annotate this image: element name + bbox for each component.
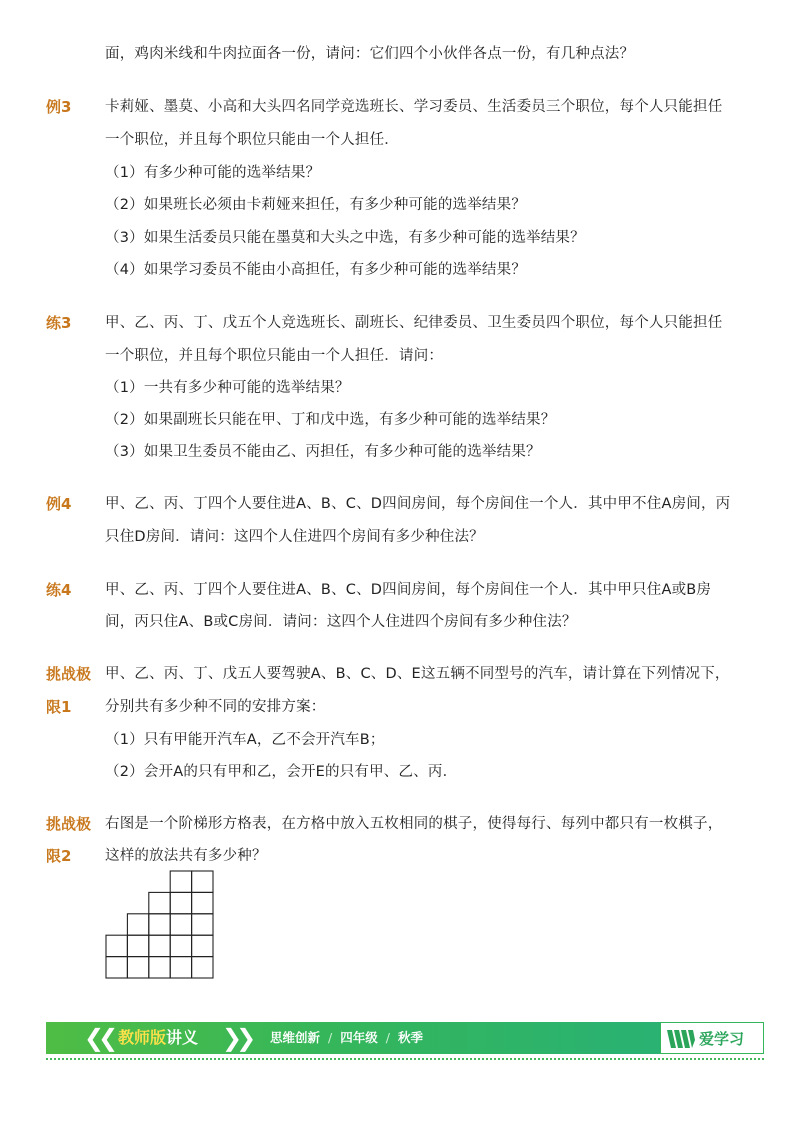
challenge-2-line-1: 右图是一个阶梯形方格表，在方格中放入五枚相同的棋子，使得每行、每列中都只有一枚棋子，	[105, 816, 723, 832]
grid-cell	[127, 935, 148, 956]
grid-cell	[192, 871, 213, 892]
meta-subject: 思维创新	[270, 1030, 321, 1045]
challenge-1-label-top: 挑战极	[46, 665, 92, 683]
grid-cell	[106, 957, 127, 978]
challenge-1-label-bottom: 限1	[46, 698, 72, 716]
chevron-left-icon: ❮❮	[84, 1024, 113, 1052]
challenge-1-line-2: 分别共有多少种不同的安排方案：	[105, 699, 326, 715]
challenge-1-q2: （2）会开A的只有甲和乙，会开E的只有甲、乙、丙．	[105, 764, 458, 780]
chevron-right-icon: ❯❯	[222, 1024, 251, 1052]
example-3-q1: （1）有多少种可能的选举结果？	[105, 165, 321, 181]
example-3-line-2: 一个职位，并且每个职位只能由一个人担任．	[105, 132, 399, 148]
footer-meta	[270, 1030, 423, 1046]
grid-cell	[127, 914, 148, 935]
challenge-1-line-1: 甲、乙、丙、丁、戊五人要驾驶A、B、C、D、E这五辆不同型号的汽车，请计算在下列情况下，	[105, 666, 730, 682]
grid-cell	[192, 892, 213, 913]
practice-3-q2: （2）如果副班长只能在甲、丁和戊中选，有多少种可能的选举结果？	[105, 412, 556, 428]
grid-cell	[192, 957, 213, 978]
practice-3-label: 练3	[46, 314, 72, 332]
logo-text: 爱学习	[699, 1030, 745, 1048]
practice-4-line-1: 甲、乙、丙、丁四个人要住进A、B、C、D四间房间，每个房间住一个人．其中甲只住A或B房	[105, 582, 712, 598]
logo-mark-icon	[667, 1028, 695, 1050]
challenge-1-q1: （1）只有甲能开汽车A，乙不会开汽车B；	[105, 732, 385, 748]
challenge-2-line-2: 这样的放法共有多少种？	[105, 848, 267, 864]
meta-term: 秋季	[397, 1030, 423, 1045]
brand-teacher-edition: 教师版	[118, 1028, 167, 1047]
practice-4-label: 练4	[46, 581, 72, 599]
page-footer	[46, 1022, 764, 1054]
meta-grade: 四年级	[340, 1030, 378, 1045]
grid-cell	[170, 914, 191, 935]
grid-cell	[127, 957, 148, 978]
grid-cell	[106, 935, 127, 956]
grid-cell	[170, 957, 191, 978]
brand-logo	[660, 1022, 764, 1054]
grid-cell	[192, 914, 213, 935]
brand-handout: 讲义	[166, 1028, 199, 1047]
grid-cell	[149, 935, 170, 956]
footer-brand	[118, 1027, 198, 1049]
example-4-line-2: 只住D房间．请问：这四个人住进四个房间有多少种住法？	[105, 529, 484, 545]
example-3-q3: （3）如果生活委员只能在墨莫和大头之中选，有多少种可能的选举结果？	[105, 230, 585, 246]
example-4-line-1: 甲、乙、丙、丁四个人要住进A、B、C、D四间房间，每个房间住一个人．其中甲不住A房间，丙	[105, 496, 731, 512]
grid-cell	[170, 871, 191, 892]
example-3-line-1: 卡莉娅、墨莫、小高和大头四名同学竞选班长、学习委员、生活委员三个职位，每个人只能担任	[105, 99, 723, 115]
challenge-2-label-bottom: 限2	[46, 847, 72, 865]
grid-cell	[192, 935, 213, 956]
practice-3-q1: （1）一共有多少种可能的选举结果？	[105, 380, 350, 396]
intro-tail-line: 面，鸡肉米线和牛肉拉面各一份，请问：它们四个小伙伴各点一份，有几种点法？	[105, 46, 635, 62]
grid-cell	[149, 892, 170, 913]
meta-separator: /	[328, 1030, 333, 1045]
grid-cell	[170, 892, 191, 913]
grid-cell	[149, 957, 170, 978]
footer-dotted-rule	[46, 1058, 764, 1060]
example-3-label: 例3	[46, 98, 72, 116]
grid-cell	[170, 935, 191, 956]
example-3-q4: （4）如果学习委员不能由小高担任，有多少种可能的选举结果？	[105, 262, 527, 278]
staircase-grid-svg	[105, 870, 214, 979]
grid-cell	[149, 914, 170, 935]
staircase-grid	[105, 870, 214, 983]
practice-3-line-2: 一个职位，并且每个职位只能由一个人担任．请问：	[105, 348, 444, 364]
practice-4-line-2: 间，丙只住A、B或C房间．请问：这四个人住进四个房间有多少种住法？	[105, 614, 577, 630]
example-4-label: 例4	[46, 495, 72, 513]
challenge-2-label-top: 挑战极	[46, 815, 92, 833]
example-3-q2: （2）如果班长必须由卡莉娅来担任，有多少种可能的选举结果？	[105, 197, 527, 213]
meta-separator: /	[385, 1030, 390, 1045]
practice-3-q3: （3）如果卫生委员不能由乙、丙担任，有多少种可能的选举结果？	[105, 444, 541, 460]
practice-3-line-1: 甲、乙、丙、丁、戊五个人竞选班长、副班长、纪律委员、卫生委员四个职位，每个人只能担任	[105, 315, 723, 331]
